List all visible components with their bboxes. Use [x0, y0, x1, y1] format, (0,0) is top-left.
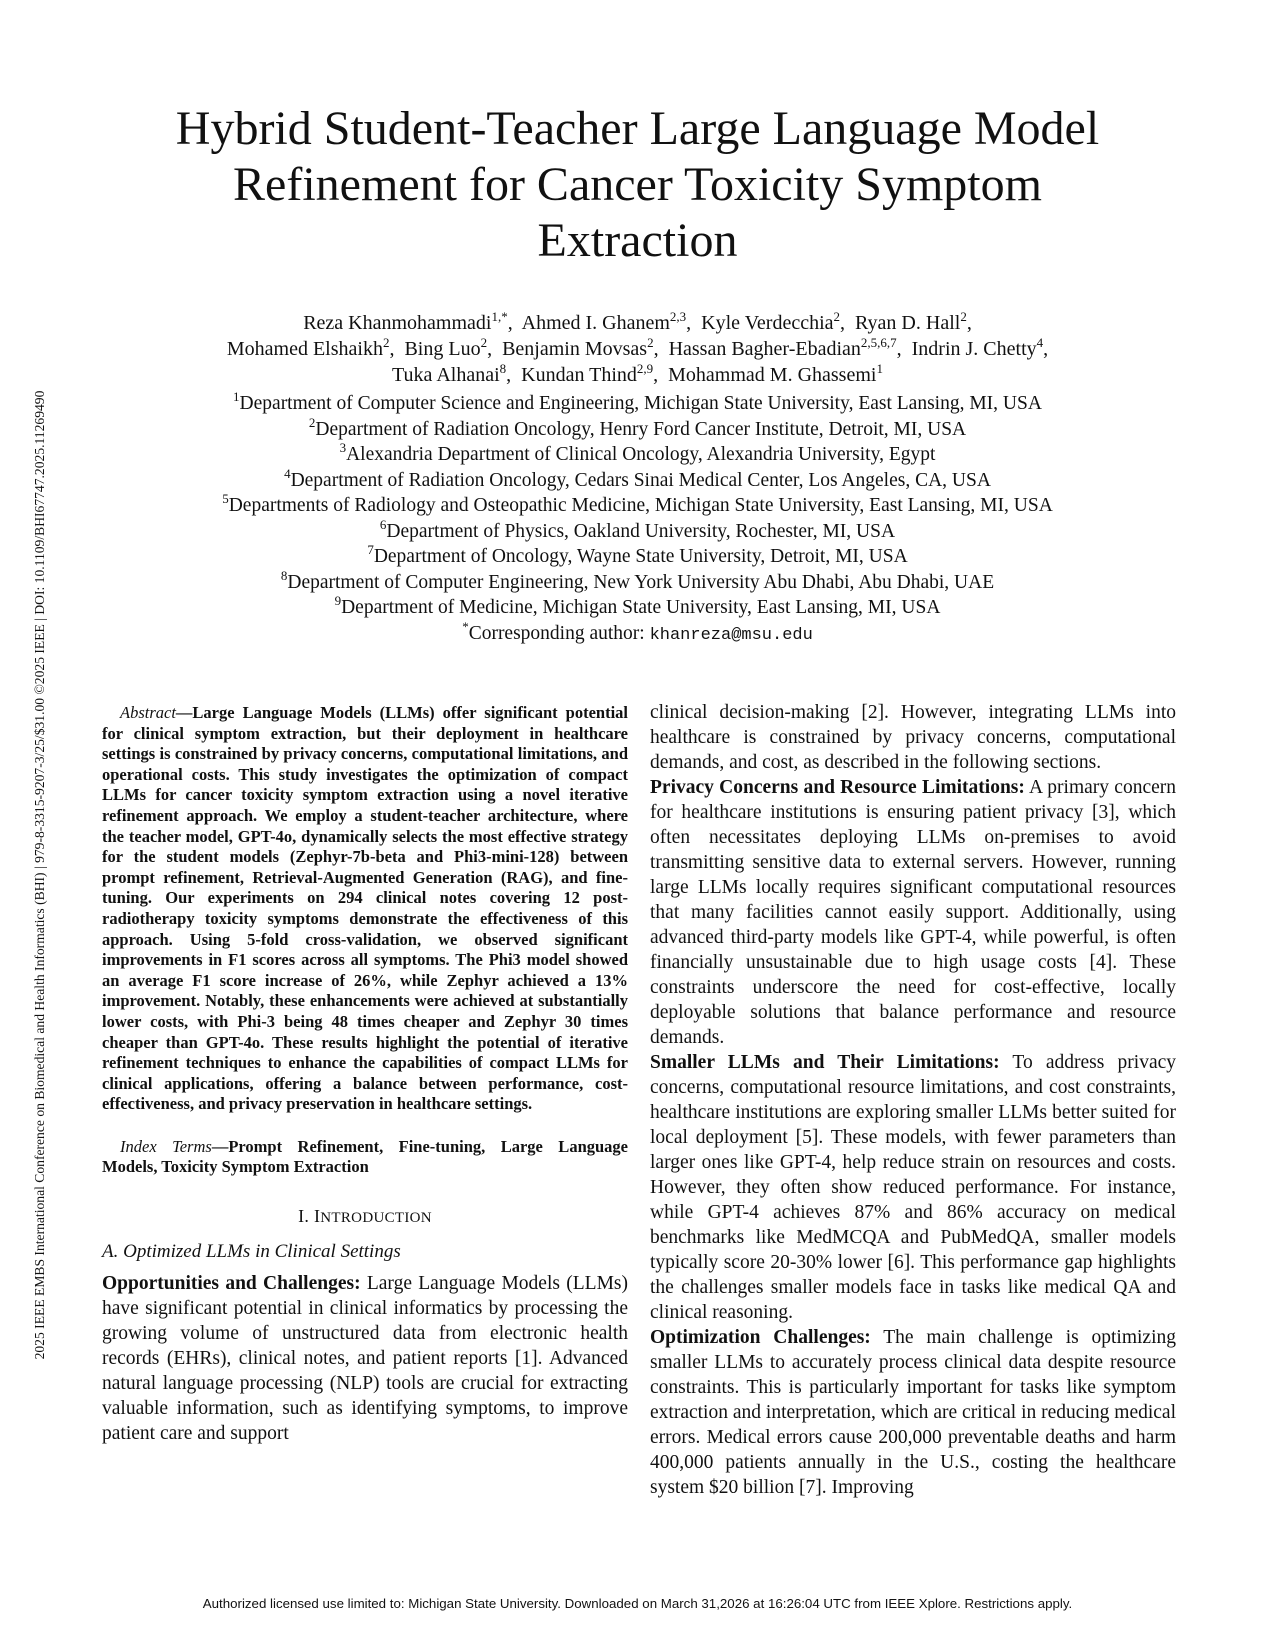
section-heading — [102, 1204, 628, 1230]
doi-sidebar: 2025 IEEE EMBS International Conference on Biomedical and Health Informatics (BHI) | 979-8-3315-9207-3/25/$31.00 ©2025 IEEE | DOI: 10.1109/BHI67747.2025.11269490 — [32, 390, 47, 1360]
affiliation-text: Alexandria Department of Clinical Oncology, Alexandria University, Egypt — [346, 444, 936, 465]
author-name: Indrin J. Chetty — [911, 338, 1037, 360]
corresponding-email[interactable]: khanreza@msu.edu — [649, 625, 813, 645]
section-title-initial: I — [313, 1206, 321, 1227]
author — [701, 309, 841, 334]
index-terms-text: —Prompt Refinement, Fine-tuning, Large Language Models, Toxicity Symptom Extraction — [102, 1136, 628, 1177]
body-paragraph — [650, 1325, 1176, 1500]
abstract-label: Abstract — [120, 703, 176, 722]
author — [911, 335, 1044, 360]
affiliation-number: 5 — [222, 491, 229, 506]
author — [855, 309, 967, 334]
author-line: Reza Khanmohammadi$^{1,*}$, Ahmed I. Ghanem$^{2,3}$, Kyle Verdecchia$^2$, Ryan D. Hall$^2$, — [303, 309, 972, 334]
paragraph-text: clinical decision-making [2]. However, integrating LLMs into healthcare is constrained by privacy concerns, computational demands, and cost, as described in the following sections. — [650, 702, 1176, 773]
author-line: Mohamed Elshaikh$^2$, Bing Luo$^2$, Benjamin Movsas$^2$, Hassan Bagher-Ebadian$^{2,5,6,7}$, Indrin J. Chetty$^4$, — [226, 335, 1049, 360]
affiliation-number: 8 — [280, 567, 288, 583]
paragraph-text: The main challenge is optimizing smaller LLMs to accurately process clinical data despite resource constraints. This is particularly important for tasks like symptom extraction and interpretation, which are critical in reducing medical errors. Medical errors cause 200,000 preventable deaths and harm 400,000 patients annually in the U.S., costing the healthcare system $20 billion [7]. Improving — [650, 1327, 1176, 1498]
corresponding-label: Corresponding author: — [468, 622, 645, 644]
affiliation — [100, 465, 1175, 494]
affiliation-number: 7 — [367, 542, 374, 557]
author-name: Ahmed I. Ghanem — [521, 312, 670, 334]
title-line: Hybrid Student-Teacher Large Language Model — [175, 102, 1100, 155]
affiliation-number: 1 — [233, 389, 240, 404]
corresponding-author — [100, 618, 1175, 649]
author — [392, 361, 507, 386]
author — [668, 335, 897, 360]
affiliation-text: Department of Oncology, Wayne State University, Detroit, MI, USA — [373, 546, 908, 567]
title-line: Refinement for Cancer Toxicity Symptom — [233, 158, 1042, 211]
author-affiliation-marks: 1 — [876, 361, 883, 376]
right-column — [650, 700, 1176, 1500]
corresponding-mark: * — [462, 618, 469, 634]
author-name: Kyle Verdecchia — [701, 312, 834, 334]
left-column — [102, 703, 628, 1446]
author-line: Tuka Alhanai$^8$, Kundan Thind$^{2,9}$, Mohammad M. Ghassemi$^1$ — [392, 361, 883, 386]
index-terms-label: Index Terms — [120, 1136, 212, 1156]
affiliation-number: 6 — [379, 516, 387, 532]
body-paragraph — [650, 775, 1176, 1050]
affiliation-text: Department of Radiation Oncology, Cedars Sinai Medical Center, Los Angeles, CA, USA — [290, 469, 991, 491]
affiliation — [100, 493, 1175, 519]
author-affiliation-marks: 2 — [647, 335, 654, 350]
affiliation-text: Department of Computer Science and Engineering, Michigan State University, East Lansing, MI, USA — [239, 393, 1042, 414]
paragraph-title: Privacy Concerns and Resource Limitations: — [650, 777, 1025, 798]
body-paragraph — [102, 1271, 628, 1446]
affiliation-number: 2 — [308, 414, 316, 430]
author-affiliation-marks: 2 — [480, 335, 488, 350]
affiliation-list — [100, 391, 1175, 648]
affiliation — [100, 595, 1175, 621]
affiliation-text: Department of Computer Engineering, New York University Abu Dhabi, Abu Dhabi, UAE — [287, 571, 995, 593]
affiliation-text: Department of Physics, Oakland University, Rochester, MI, USA — [386, 520, 896, 542]
author-affiliation-marks: 2,3 — [669, 309, 687, 324]
author-name: Bing Luo — [404, 338, 481, 360]
affiliation — [100, 414, 1175, 443]
affiliation-text: Departments of Radiology and Osteopathic Medicine, Michigan State University, East Lansing, MI, USA — [228, 495, 1053, 516]
affiliation — [100, 391, 1175, 417]
author — [303, 309, 508, 334]
affiliation-number: 3 — [339, 440, 347, 455]
paragraph-title: Opportunities and Challenges: — [102, 1273, 361, 1295]
paragraph-title: Smaller LLMs and Their Limitations: — [650, 1052, 1000, 1073]
paragraph-text: To address privacy concerns, computational resource limitations, and cost constraints, healthcare institutions are exploring smaller LLMs better suited for local deployment [5]. These models, with fewer parameters than larger ones like GPT-4, help reduce strain on resources and costs. However, they often show reduced performance. For instance, while GPT-4 achieves 87% and 86% accuracy on medical benchmarks like MedMCQA and PubMedQA, smaller models typically score 20-30% lower [6]. This performance gap highlights the challenges smaller models face in tasks like medical QA and clinical reasoning. — [650, 1052, 1177, 1323]
section-title-rest: NTRODUCTION — [320, 1210, 432, 1227]
author-name: Tuka Alhanai — [392, 364, 500, 386]
subsection-heading: A. Optimized LLMs in Clinical Settings — [102, 1241, 401, 1263]
body-paragraph — [650, 700, 1176, 775]
author-affiliation-marks: 4 — [1036, 335, 1044, 350]
author — [521, 361, 654, 386]
author-affiliation-marks: 2,9 — [636, 361, 654, 376]
author-name: Mohamed Elshaikh — [226, 338, 383, 360]
abstract-text: —Large Language Models (LLMs) offer significant potential for clinical symptom extraction, but their deployment in healthcare settings is constrained by privacy concerns, computational limitations, and operational costs. This study investigates the optimization of compact LLMs for cancer toxicity symptom extraction using a novel iterative refinement approach. We employ a student-teacher architecture, where the teacher model, GPT-4o, dynamically selects the most effective strategy for the student models (Zephyr-7b-beta and Phi3-mini-128) between prompt refinement, Retrieval-Augmented Generation (RAG), and fine-tuning. Our experiments on 294 clinical notes covering 12 post-radiotherapy toxicity symptoms demonstrate the effectiveness of this approach. Using 5-fold cross-validation, we observed significant improvements in F1 scores across all symptoms. The Phi3 model showed an average F1 score increase of 26%, while Zephyr achieved a 13% improvement. Notably, these enhancements were achieved at substantially lower costs, with Phi-3 being 48 times cheaper and Zephyr 30 times cheaper than GPT-4o. These results highlight the potential of iterative refinement techniques to enhance the capabilities of compact LLMs for clinical applications, offering a balance between performance, cost-effectiveness, and privacy preservation in healthcare settings. — [102, 703, 628, 1114]
author-affiliation-marks: 2 — [960, 309, 967, 324]
author-name: Reza Khanmohammadi — [303, 312, 492, 334]
affiliation-text: Department of Medicine, Michigan State University, East Lansing, MI, USA — [341, 597, 941, 618]
author-list — [100, 310, 1175, 388]
author — [668, 361, 883, 386]
paper-title — [120, 101, 1155, 269]
body-paragraph — [650, 1050, 1176, 1325]
author — [521, 309, 687, 334]
author-affiliation-marks: 8 — [499, 361, 507, 376]
author — [404, 335, 488, 360]
author — [502, 335, 654, 360]
affiliation — [100, 544, 1175, 570]
author-name: Mohammad M. Ghassemi — [668, 364, 877, 386]
abstract — [102, 703, 628, 1115]
affiliation — [100, 516, 1175, 545]
author-affiliation-marks: 2,5,6,7 — [860, 335, 897, 350]
section-number: I. — [298, 1206, 310, 1227]
affiliation — [100, 567, 1175, 596]
index-terms — [102, 1137, 628, 1178]
paragraph-text: A primary concern for healthcare institutions is ensuring patient privacy [3], which often necessitates deploying LLMs on-premises to avoid transmitting sensitive data to external servers. However, running large LLMs locally requires significant computational resources that many facilities cannot easily support. Additionally, using advanced third-party models like GPT-4, while powerful, is often financially unsustainable due to high usage costs [4]. These constraints underscore the need for cost-effective, locally deployable solutions that balance performance and resource demands. — [650, 777, 1176, 1048]
affiliation-number: 4 — [284, 465, 291, 481]
affiliation-number: 9 — [334, 593, 342, 608]
author-affiliation-marks: 1,* — [491, 309, 508, 324]
author-name: Kundan Thind — [521, 364, 637, 386]
license-footer: Authorized licensed use limited to: Michigan State University. Downloaded on March 31,2026 at 16:26:04 UTC from IEEE Xplore. Restrictions apply. — [202, 1596, 1073, 1611]
author-name: Ryan D. Hall — [855, 312, 961, 334]
author-name: Hassan Bagher-Ebadian — [668, 338, 861, 360]
paragraph-title: Optimization Challenges: — [650, 1327, 871, 1348]
author-affiliation-marks: 2 — [382, 335, 390, 350]
author-name: Benjamin Movsas — [502, 338, 648, 360]
paragraph-text: Large Language Models (LLMs) have significant potential in clinical informatics by processing the growing volume of unstructured data from electronic health records (EHRs), clinical notes, and patient reports [1]. Advanced natural language processing (NLP) tools are crucial for extracting valuable information, such as identifying symptoms, to improve patient care and support — [102, 1273, 628, 1445]
author — [226, 335, 390, 360]
author-affiliation-marks: 2 — [833, 309, 841, 324]
affiliation-text: Department of Radiation Oncology, Henry Ford Cancer Institute, Detroit, MI, USA — [315, 418, 967, 440]
affiliation — [100, 442, 1175, 468]
title-line: Extraction — [537, 214, 738, 267]
